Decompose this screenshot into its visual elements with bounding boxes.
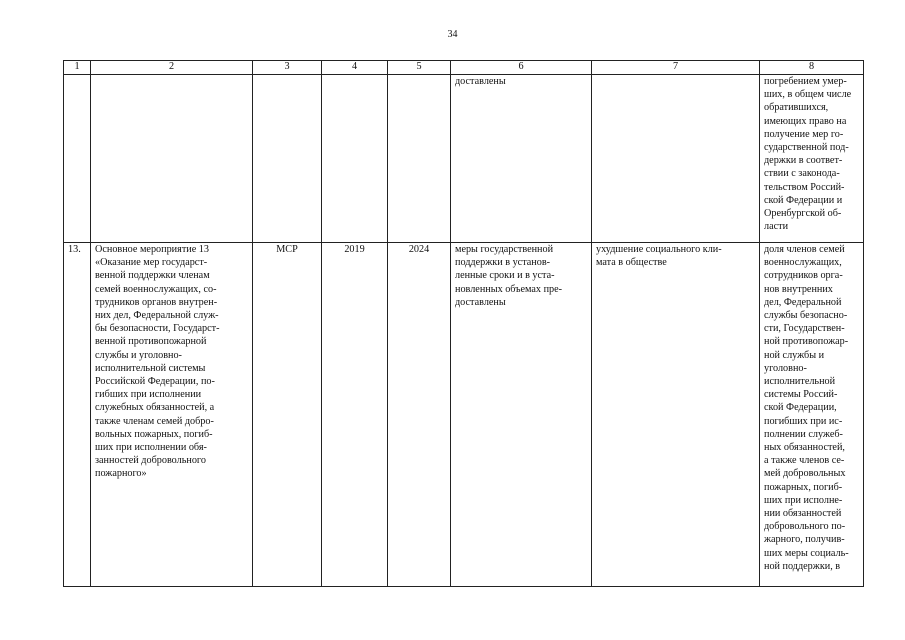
cell-activity-name	[91, 75, 253, 243]
cell-expected-result: доставлены	[451, 75, 592, 243]
column-number-4: 4	[322, 61, 388, 75]
table-row-13	[64, 243, 864, 587]
cell-end-year	[388, 75, 451, 243]
column-number-8: 8	[760, 61, 864, 75]
cell-start-year: 2019	[322, 243, 388, 587]
cell-executor: МСР	[253, 243, 322, 587]
column-number-6: 6	[451, 61, 592, 75]
cell-number: 13.	[64, 243, 91, 587]
cell-number	[64, 75, 91, 243]
column-number-7: 7	[592, 61, 760, 75]
table-row-continuation	[64, 75, 864, 243]
page-number: 34	[447, 29, 458, 40]
cell-risk	[592, 75, 760, 243]
cell-end-year: 2024	[388, 243, 451, 587]
column-number-5: 5	[388, 61, 451, 75]
column-number-header-row	[64, 61, 864, 75]
cell-expected-result: меры государственной поддержки в установ- ленные сроки и в уста- новленных объемах пре- доставлены	[451, 243, 592, 587]
column-number-3: 3	[253, 61, 322, 75]
cell-risk: ухудшение социального кли- мата в обществе	[592, 243, 760, 587]
column-number-2: 2	[91, 61, 253, 75]
program-activities-table	[63, 60, 864, 587]
cell-start-year	[322, 75, 388, 243]
cell-activity-name: Основное мероприятие 13 «Оказание мер государст- венной поддержки членам семей военнослужащих, со- трудников органов внутрен- них дел, Федеральной служ- бы безопасности, Государст- венной противопожарной службы и уголовно- исполнительной системы Российской Федерации, по- гибших при исполнении служебных обязанностей, а также членам семей добро- вольных пожарных, погиб- ших при исполнении обя- занностей добровольного пожарного»	[91, 243, 253, 587]
cell-indicator: доля членов семей военнослужащих, сотрудников орга- нов внутренних дел, Федеральной службы безопасно- сти, Государствен- ной противопожар- ной службы и уголовно- исполнительной системы Россий- ской Федерации, погибших при ис- полнении служеб- ных обязанностей, а также членов се- мей добровольных пожарных, погиб- ших при исполне- нии обязанностей добровольного по- жарного, получив- ших меры социаль- ной поддержки, в	[760, 243, 864, 587]
cell-indicator: погребением умер- ших, в общем числе обратившихся, имеющих право на получение мер го- сударственной под- держки в соответ- ствии с законода- тельством Россий- ской Федерации и Оренбургской об- ласти	[760, 75, 864, 243]
column-number-1: 1	[64, 61, 91, 75]
cell-executor	[253, 75, 322, 243]
